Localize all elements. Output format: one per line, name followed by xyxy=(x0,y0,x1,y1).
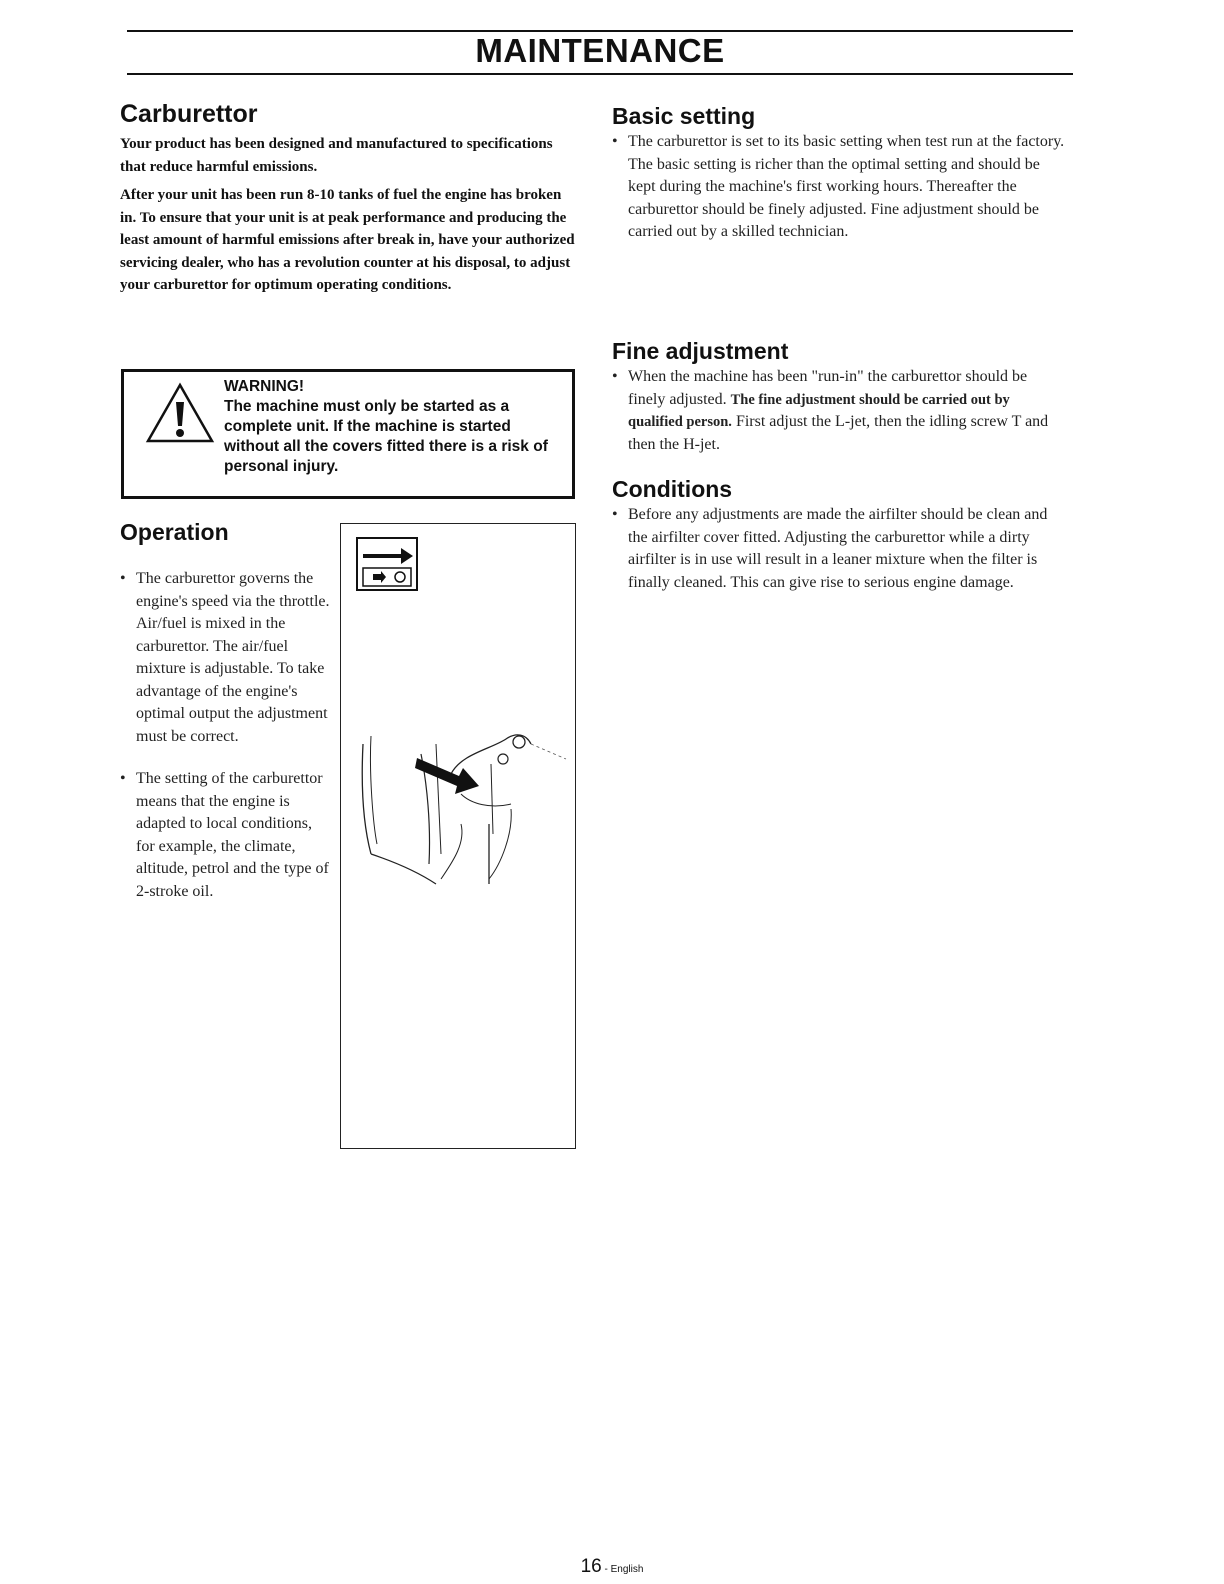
conditions-bullet: • Before any adjustments are made the airfilter should be clean and the airfilter cover fitted. Adjusting the carburettor while a dirty airfilter is in use will result in a leaner mixture when the filter is finally cleaned. This can give rise to serious engine damage. xyxy=(612,504,1067,594)
warning-label: WARNING! xyxy=(224,378,305,395)
page-footer xyxy=(0,1556,1224,1578)
warning-text: The machine must only be started as a complete unit. If the machine is started without all the covers fitted there is a risk of personal injury. xyxy=(224,398,548,475)
basic-setting-section xyxy=(612,131,1067,244)
fine-adjustment-section xyxy=(612,366,1067,456)
fine-adjustment-text-a: When the machine has been "run-in" the carburettor should be finely adjusted. xyxy=(628,368,1028,408)
page-number: 16 xyxy=(580,1556,602,1577)
operation-bullet-setting: • The setting of the carburettor means that the engine is adapted to local conditions, for example, the climate, altitude, petrol and the type of 2-stroke oil. xyxy=(120,768,330,903)
carburettor-intro: Your product has been designed and manufactured to specifications that reduce harmful emissions. xyxy=(120,136,553,175)
operation-bullets xyxy=(120,568,330,903)
fine-adjustment-text-b: The fine adjustment should be carried out by qualified person. xyxy=(628,391,1010,430)
footer-separator: - xyxy=(601,1564,611,1575)
fine-adjustment-heading: Fine adjustment xyxy=(612,338,789,364)
conditions-section xyxy=(612,504,1067,594)
carburettor-break-in: After your unit has been run 8-10 tanks of fuel the engine has broken in. To ensure that your unit is at peak performance and producing the least amount of harmful emissions after break in, have your authorized servicing dealer, who has a revolution counter at his disposal, to adjust your carburettor for optimum operating conditions. xyxy=(120,187,575,293)
operation-bullet-governs: • The carburettor governs the engine's speed via the throttle. Air/fuel is mixed in the carburettor. The air/fuel mixture is adjustable. To take advantage of the engine's optimal output the adjustment must be correct. xyxy=(120,568,330,748)
operation-heading: Operation xyxy=(120,519,229,545)
fine-adjustment-bullet xyxy=(612,366,1067,456)
header-rule-bottom xyxy=(127,73,1073,75)
conditions-heading: Conditions xyxy=(612,476,733,502)
carburettor-section xyxy=(120,100,580,297)
warning-triangle-icon xyxy=(145,382,215,444)
carburettor-figure xyxy=(340,523,576,1149)
fine-adjustment-text-c: First adjust the L-jet, then the idling screw T and then the H-jet. xyxy=(628,413,1049,453)
page-title: MAINTENANCE xyxy=(475,32,725,69)
adjustment-symbol-icon xyxy=(355,536,419,592)
basic-setting-bullet: • The carburettor is set to its basic setting when test run at the factory. The basic setting is richer than the optimal setting and should be kept during the machine's first working hours. Thereafter the carburettor should be finely adjusted. Fine adjustment should be carried out by a skilled technician. xyxy=(612,131,1067,244)
warning-box xyxy=(121,369,575,499)
carburettor-heading: Carburettor xyxy=(120,100,258,128)
carburettor-drawing xyxy=(341,714,575,894)
footer-language: English xyxy=(610,1564,644,1575)
warning-text-block xyxy=(224,377,562,477)
basic-setting-heading: Basic setting xyxy=(612,103,756,129)
